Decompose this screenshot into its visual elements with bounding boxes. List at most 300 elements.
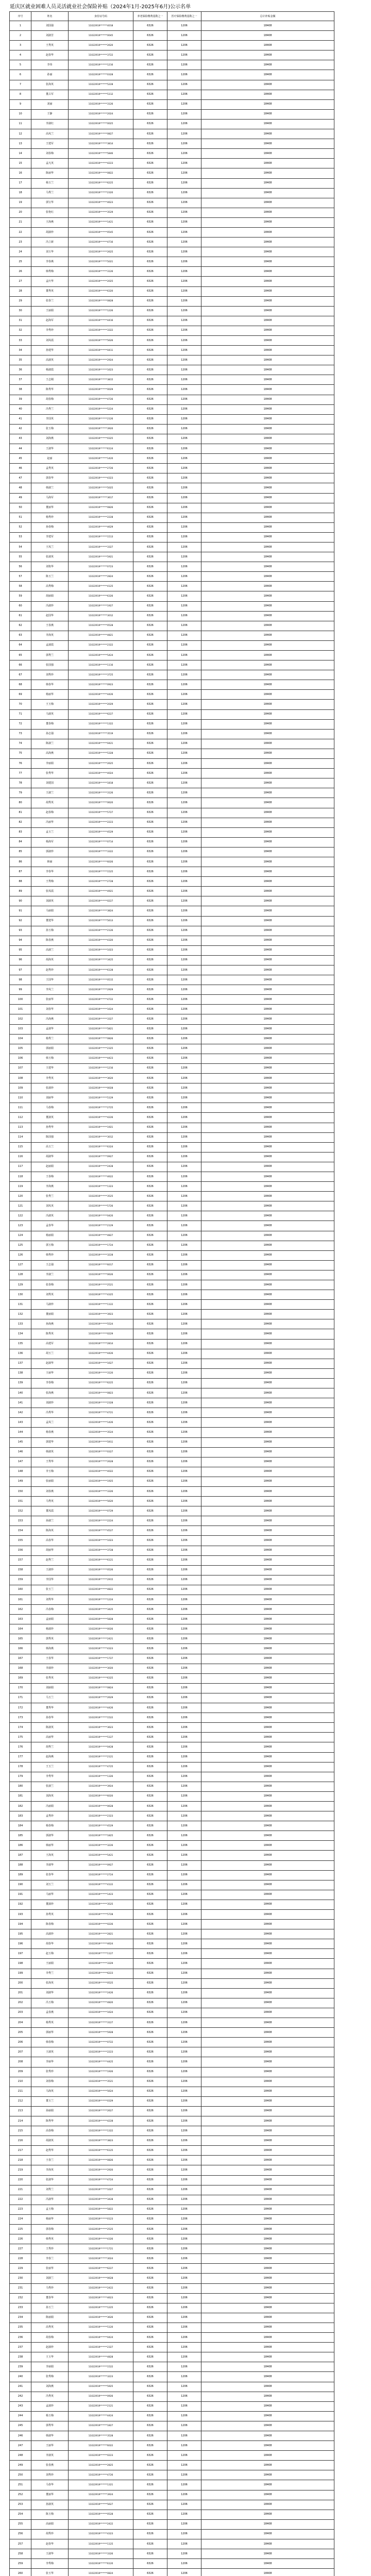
cell-total-subsidy: 18408 <box>201 1910 334 1920</box>
cell-id-number: 11022919******2126 <box>69 414 133 424</box>
table-row <box>10 2038 334 2047</box>
table-row <box>10 2028 334 2038</box>
table-row <box>10 1044 334 1054</box>
cell-medical-base: 1206 <box>167 1270 201 1280</box>
table-row <box>10 159 334 168</box>
cell-total-subsidy: 18408 <box>201 2274 334 2283</box>
cell-medical-base: 1206 <box>167 1615 201 1624</box>
cell-medical-base: 1206 <box>167 434 201 444</box>
cell-pension-base: 6326 <box>133 2500 167 2510</box>
cell-total-subsidy: 18408 <box>201 1083 334 1093</box>
cell-pension-base: 6326 <box>133 1821 167 1831</box>
cell-total-subsidy: 18408 <box>201 680 334 690</box>
cell-medical-base: 1206 <box>167 227 201 237</box>
cell-name: 马春华 <box>31 2480 69 2490</box>
table-row <box>10 1929 334 1939</box>
cell-medical-base: 1206 <box>167 2392 201 2401</box>
cell-seq: 32 <box>10 326 31 335</box>
table-row <box>10 2293 334 2303</box>
cell-id-number: 11022919******4122 <box>69 1880 133 1890</box>
cell-name: 陈玉梅 <box>31 2510 69 2519</box>
cell-total-subsidy: 18408 <box>201 414 334 424</box>
cell-total-subsidy: 18408 <box>201 1063 334 1073</box>
cell-seq: 134 <box>10 1329 31 1339</box>
cell-name: 胡玉兰 <box>31 1349 69 1359</box>
cell-total-subsidy: 18408 <box>201 798 334 808</box>
cell-seq: 131 <box>10 1300 31 1310</box>
cell-id-number: 11022919******3626 <box>69 2313 133 2323</box>
cell-id-number: 11022919******2323 <box>69 1811 133 1821</box>
cell-seq: 260 <box>10 2569 31 2576</box>
cell-total-subsidy: 18408 <box>201 1939 334 1949</box>
cell-seq: 120 <box>10 1192 31 1201</box>
cell-total-subsidy: 18408 <box>201 690 334 700</box>
cell-seq: 43 <box>10 434 31 444</box>
cell-seq: 21 <box>10 217 31 227</box>
cell-seq: 15 <box>10 159 31 168</box>
cell-pension-base: 6326 <box>133 1310 167 1319</box>
table-row <box>10 985 334 995</box>
cell-name: 张淑兰 <box>31 1782 69 1791</box>
table-row <box>10 513 334 522</box>
cell-pension-base: 6326 <box>133 1437 167 1447</box>
cell-pension-base: 6326 <box>133 2480 167 2490</box>
cell-name: 陈海英 <box>31 1526 69 1536</box>
cell-medical-base: 1206 <box>167 2283 201 2293</box>
cell-medical-base: 1206 <box>167 1565 201 1575</box>
cell-name: 王丽华 <box>31 1368 69 1378</box>
cell-total-subsidy: 18408 <box>201 1929 334 1939</box>
cell-name: 马春梅 <box>31 1103 69 1113</box>
cell-seq: 110 <box>10 1093 31 1103</box>
table-row <box>10 1733 334 1742</box>
cell-id-number: 11022919******2121 <box>69 2401 133 2411</box>
cell-name: 张丽华 <box>31 995 69 1005</box>
cell-name: 郭丽华 <box>31 2028 69 2038</box>
cell-total-subsidy: 18408 <box>201 1575 334 1585</box>
cell-name: 杨春燕 <box>31 1428 69 1437</box>
cell-medical-base: 1206 <box>167 2519 201 2529</box>
cell-name: 陈国强 <box>31 1132 69 1142</box>
cell-total-subsidy: 18408 <box>201 2559 334 2569</box>
table-row <box>10 217 334 227</box>
table-row <box>10 1093 334 1103</box>
cell-pension-base: 6326 <box>133 2146 167 2156</box>
cell-name: 李淑华 <box>31 1860 69 1870</box>
cell-medical-base: 1206 <box>167 1939 201 1949</box>
cell-seq: 171 <box>10 1693 31 1703</box>
table-row <box>10 1516 334 1526</box>
cell-medical-base: 1206 <box>167 1772 201 1782</box>
cell-id-number: 11022919******0424 <box>69 2333 133 2343</box>
cell-name: 刘国强 <box>31 21 69 31</box>
table-row <box>10 60 334 70</box>
cell-name: 张淑华 <box>31 2175 69 2185</box>
cell-seq: 187 <box>10 1851 31 1860</box>
cell-name: 韩秀梅 <box>31 267 69 277</box>
table-row <box>10 1506 334 1516</box>
cell-id-number: 11022919******1323 <box>69 1182 133 1192</box>
cell-name: 胡春梅 <box>31 395 69 404</box>
cell-seq: 183 <box>10 1811 31 1821</box>
cell-total-subsidy: 18408 <box>201 306 334 316</box>
cell-seq: 46 <box>10 464 31 473</box>
cell-medical-base: 1206 <box>167 178 201 188</box>
cell-total-subsidy: 18408 <box>201 2165 334 2175</box>
cell-medical-base: 1206 <box>167 1605 201 1615</box>
cell-seq: 202 <box>10 1998 31 2008</box>
table-row <box>10 1221 334 1231</box>
cell-seq: 55 <box>10 552 31 562</box>
cell-name: 郭玉梅 <box>31 1241 69 1250</box>
cell-name: 董丽华 <box>31 2490 69 2500</box>
table-row <box>10 1762 334 1772</box>
table-row <box>10 2205 334 2214</box>
cell-id-number: 11022919******1721 <box>69 2244 133 2254</box>
cell-id-number: 11022919******1727 <box>69 1654 133 1664</box>
table-row <box>10 769 334 778</box>
cell-name: 胡春华 <box>31 1939 69 1949</box>
table-row <box>10 1939 334 1949</box>
cell-pension-base: 6326 <box>133 2067 167 2077</box>
cell-pension-base: 6326 <box>133 1516 167 1526</box>
cell-pension-base: 6326 <box>133 41 167 50</box>
cell-id-number: 11022919******2029 <box>69 700 133 709</box>
cell-name: 高淑英 <box>31 355 69 365</box>
cell-name: 李海英 <box>31 631 69 640</box>
cell-id-number: 11022919******3728 <box>69 1546 133 1555</box>
cell-pension-base: 6326 <box>133 1723 167 1733</box>
cell-pension-base: 6326 <box>133 99 167 109</box>
cell-total-subsidy: 18408 <box>201 355 334 365</box>
table-row <box>10 837 334 847</box>
cell-seq: 61 <box>10 611 31 621</box>
cell-id-number: 11022919******4424 <box>69 2411 133 2421</box>
cell-name: 张海英 <box>31 80 69 90</box>
cell-medical-base: 1206 <box>167 1585 201 1595</box>
cell-total-subsidy: 18408 <box>201 739 334 749</box>
cell-id-number: 11022919******0823 <box>69 1388 133 1398</box>
cell-seq: 228 <box>10 2254 31 2264</box>
cell-seq: 77 <box>10 769 31 778</box>
cell-id-number: 11022919******3329 <box>69 1959 133 1969</box>
table-row <box>10 365 334 375</box>
cell-name: 胡秀珍 <box>31 2529 69 2539</box>
cell-name: 高丽华 <box>31 1733 69 1742</box>
cell-medical-base: 1206 <box>167 1290 201 1300</box>
table-row <box>10 808 334 818</box>
cell-pension-base: 6326 <box>133 2234 167 2244</box>
cell-pension-base: 6326 <box>133 109 167 119</box>
cell-name: 冯春梅 <box>31 1605 69 1615</box>
cell-total-subsidy: 18408 <box>201 1270 334 1280</box>
cell-id-number: 11022919******5727 <box>69 808 133 818</box>
cell-medical-base: 1206 <box>167 99 201 109</box>
cell-name: 李秀华 <box>31 1772 69 1782</box>
cell-total-subsidy: 18408 <box>201 227 334 237</box>
cell-seq: 125 <box>10 1241 31 1250</box>
cell-pension-base: 6326 <box>133 2510 167 2519</box>
cell-medical-base: 1206 <box>167 1142 201 1152</box>
cell-id-number: 11022919******3521 <box>69 2077 133 2087</box>
table-row <box>10 2244 334 2254</box>
cell-total-subsidy: 18408 <box>201 1486 334 1496</box>
table-row <box>10 2047 334 2057</box>
cell-seq: 66 <box>10 660 31 670</box>
cell-seq: 128 <box>10 1270 31 1280</box>
cell-pension-base: 6326 <box>133 2343 167 2352</box>
cell-pension-base: 6326 <box>133 1211 167 1221</box>
cell-seq: 88 <box>10 877 31 887</box>
cell-medical-base: 1206 <box>167 1546 201 1555</box>
cell-name: 胡丽娟 <box>31 591 69 601</box>
cell-name: 王国华 <box>31 975 69 985</box>
cell-pension-base: 6326 <box>133 1113 167 1123</box>
cell-medical-base: 1206 <box>167 296 201 306</box>
cell-pension-base: 6326 <box>133 896 167 906</box>
cell-id-number: 11022919******4426 <box>69 1703 133 1713</box>
cell-id-number: 11022919******0714 <box>69 837 133 847</box>
cell-name: 刘凤英 <box>31 1201 69 1211</box>
cell-seq: 113 <box>10 1123 31 1132</box>
cell-seq: 51 <box>10 513 31 522</box>
cell-id-number: 11022919******0325 <box>69 434 133 444</box>
table-row <box>10 552 334 562</box>
cell-name: 冯秀兰 <box>31 404 69 414</box>
cell-id-number: 11022919******2521 <box>69 1280 133 1290</box>
cell-id-number: 11022919******3223 <box>69 2372 133 2382</box>
table-row <box>10 1486 334 1496</box>
cell-seq: 210 <box>10 2077 31 2087</box>
table-row <box>10 1575 334 1585</box>
cell-name: 胡淑英 <box>31 2136 69 2146</box>
cell-seq: 165 <box>10 1634 31 1644</box>
cell-seq: 60 <box>10 601 31 611</box>
cell-id-number: 11022919******6124 <box>69 444 133 454</box>
cell-name: 张秀英 <box>31 1673 69 1683</box>
table-row <box>10 955 334 965</box>
cell-id-number: 11022919******0723 <box>69 562 133 572</box>
table-row <box>10 2254 334 2264</box>
cell-name: 李秀兰 <box>31 1969 69 1978</box>
cell-total-subsidy: 18408 <box>201 1339 334 1349</box>
cell-medical-base: 1206 <box>167 1575 201 1585</box>
table-row <box>10 247 334 257</box>
cell-medical-base: 1206 <box>167 749 201 758</box>
cell-name: 董占军 <box>31 90 69 99</box>
cell-total-subsidy: 18408 <box>201 709 334 719</box>
cell-total-subsidy: 18408 <box>201 1231 334 1241</box>
cell-pension-base: 6326 <box>133 2077 167 2087</box>
cell-seq: 200 <box>10 1978 31 1988</box>
table-row <box>10 1192 334 1201</box>
cell-total-subsidy: 18408 <box>201 50 334 60</box>
table-row <box>10 1201 334 1211</box>
cell-total-subsidy: 18408 <box>201 660 334 670</box>
cell-total-subsidy: 18408 <box>201 1319 334 1329</box>
cell-pension-base: 6326 <box>133 1575 167 1585</box>
cell-seq: 31 <box>10 316 31 326</box>
cell-medical-base: 1206 <box>167 2096 201 2106</box>
cell-medical-base: 1206 <box>167 247 201 257</box>
table-row <box>10 1605 334 1615</box>
cell-pension-base: 6326 <box>133 1231 167 1241</box>
cell-id-number: 11022919******0628 <box>69 2274 133 2283</box>
cell-total-subsidy: 18408 <box>201 522 334 532</box>
cell-seq: 173 <box>10 1713 31 1723</box>
cell-name: 韩秀英 <box>31 2234 69 2244</box>
table-row <box>10 788 334 798</box>
cell-medical-base: 1206 <box>167 31 201 41</box>
table-row <box>10 2539 334 2549</box>
cell-name: 陈淑兰 <box>31 739 69 749</box>
cell-medical-base: 1206 <box>167 2057 201 2067</box>
cell-id-number: 11022919******0923 <box>69 680 133 690</box>
cell-pension-base: 6326 <box>133 277 167 286</box>
cell-total-subsidy: 18408 <box>201 1831 334 1841</box>
cell-seq: 132 <box>10 1310 31 1319</box>
cell-pension-base: 6326 <box>133 1368 167 1378</box>
cell-id-number: 11022919******5728 <box>69 1910 133 1920</box>
cell-medical-base: 1206 <box>167 1998 201 2008</box>
table-row <box>10 1673 334 1683</box>
cell-seq: 6 <box>10 70 31 80</box>
cell-pension-base: 6326 <box>133 670 167 680</box>
cell-id-number: 11022919******4529 <box>69 827 133 837</box>
cell-pension-base: 6326 <box>133 601 167 611</box>
table-row <box>10 1447 334 1457</box>
cell-total-subsidy: 18408 <box>201 1978 334 1988</box>
cell-medical-base: 1206 <box>167 1929 201 1939</box>
cell-total-subsidy: 18408 <box>201 2283 334 2293</box>
cell-id-number: 11022919******2628 <box>69 1457 133 1467</box>
cell-pension-base: 6326 <box>133 2303 167 2313</box>
cell-id-number: 11022919******3326 <box>69 2549 133 2559</box>
cell-id-number: 11022919******5846 <box>69 149 133 159</box>
cell-pension-base: 6326 <box>133 2283 167 2293</box>
cell-id-number: 11022919******0927 <box>69 1860 133 1870</box>
cell-name: 张秀珍 <box>31 2067 69 2077</box>
cell-medical-base: 1206 <box>167 2352 201 2362</box>
table-row <box>10 847 334 857</box>
cell-total-subsidy: 18408 <box>201 2343 334 2352</box>
cell-name: 高建军 <box>31 1339 69 1349</box>
cell-seq: 157 <box>10 1555 31 1565</box>
cell-id-number: 11022919******6225 <box>69 178 133 188</box>
cell-seq: 145 <box>10 1437 31 1447</box>
cell-pension-base: 6326 <box>133 1428 167 1437</box>
cell-pension-base: 6326 <box>133 542 167 552</box>
cell-id-number: 11022919******2422 <box>69 2519 133 2529</box>
cell-id-number: 11022919******6324 <box>69 1142 133 1152</box>
cell-seq: 74 <box>10 739 31 749</box>
cell-seq: 144 <box>10 1428 31 1437</box>
cell-name: 李淑珍 <box>31 1664 69 1673</box>
cell-seq: 218 <box>10 2156 31 2165</box>
table-row <box>10 887 334 896</box>
table-row <box>10 1713 334 1723</box>
table-row <box>10 149 334 159</box>
cell-medical-base: 1206 <box>167 1959 201 1969</box>
cell-pension-base: 6326 <box>133 444 167 454</box>
cell-name: 孙秀英 <box>31 1910 69 1920</box>
cell-name: 郭春梅 <box>31 2225 69 2234</box>
cell-medical-base: 1206 <box>167 444 201 454</box>
cell-total-subsidy: 18408 <box>201 1201 334 1211</box>
cell-seq: 155 <box>10 1536 31 1546</box>
cell-name: 高海燕 <box>31 749 69 758</box>
cell-total-subsidy: 18408 <box>201 1123 334 1132</box>
cell-total-subsidy: 18408 <box>201 572 334 582</box>
cell-total-subsidy: 18408 <box>201 2313 334 2323</box>
table-row <box>10 1920 334 1929</box>
cell-name: 陈春梅 <box>31 1920 69 1929</box>
table-row <box>10 1880 334 1890</box>
cell-medical-base: 1206 <box>167 346 201 355</box>
cell-medical-base: 1206 <box>167 1201 201 1211</box>
cell-name: 刘海英 <box>31 1791 69 1801</box>
cell-seq: 22 <box>10 227 31 237</box>
table-row <box>10 2077 334 2087</box>
cell-id-number: 11022919******2625 <box>69 759 133 769</box>
cell-medical-base: 1206 <box>167 2411 201 2421</box>
cell-pension-base: 6326 <box>133 1378 167 1388</box>
cell-id-number: 11022919******0626 <box>69 1270 133 1280</box>
cell-pension-base: 6326 <box>133 1752 167 1762</box>
cell-pension-base: 6326 <box>133 1192 167 1201</box>
cell-total-subsidy: 18408 <box>201 257 334 267</box>
cell-total-subsidy: 18408 <box>201 2146 334 2156</box>
cell-pension-base: 6326 <box>133 168 167 178</box>
cell-total-subsidy: 18408 <box>201 995 334 1005</box>
table-row <box>10 434 334 444</box>
cell-medical-base: 1206 <box>167 2293 201 2303</box>
cell-total-subsidy: 18408 <box>201 2264 334 2274</box>
cell-pension-base: 6326 <box>133 2519 167 2529</box>
cell-pension-base: 6326 <box>133 1506 167 1516</box>
cell-seq: 160 <box>10 1585 31 1595</box>
cell-total-subsidy: 18408 <box>201 1516 334 1526</box>
table-row <box>10 709 334 719</box>
cell-id-number: 11022919******4722 <box>69 995 133 1005</box>
cell-id-number: 11022919******2224 <box>69 1516 133 1526</box>
cell-pension-base: 6326 <box>133 464 167 473</box>
cell-total-subsidy: 18408 <box>201 2519 334 2529</box>
cell-id-number: 11022919******4622 <box>69 1172 133 1181</box>
cell-medical-base: 1206 <box>167 896 201 906</box>
cell-medical-base: 1206 <box>167 867 201 877</box>
table-row <box>10 50 334 60</box>
table-row <box>10 1851 334 1860</box>
cell-medical-base: 1206 <box>167 1536 201 1546</box>
table-row <box>10 582 334 591</box>
table-row <box>10 1231 334 1241</box>
cell-id-number: 11022919******4725 <box>69 1762 133 1772</box>
cell-total-subsidy: 18408 <box>201 1693 334 1703</box>
cell-total-subsidy: 18408 <box>201 2352 334 2362</box>
cell-name: 张春华 <box>31 1870 69 1880</box>
cell-pension-base: 6326 <box>133 21 167 31</box>
cell-seq: 148 <box>10 1467 31 1477</box>
cell-seq: 223 <box>10 2205 31 2214</box>
cell-pension-base: 6326 <box>133 1260 167 1270</box>
cell-total-subsidy: 18408 <box>201 1565 334 1575</box>
table-row <box>10 1083 334 1093</box>
cell-name: 郭建华 <box>31 1437 69 1447</box>
cell-medical-base: 1206 <box>167 2195 201 2205</box>
cell-name: 韩淑兰 <box>31 483 69 493</box>
cell-id-number: 11022919******2129 <box>69 1221 133 1231</box>
